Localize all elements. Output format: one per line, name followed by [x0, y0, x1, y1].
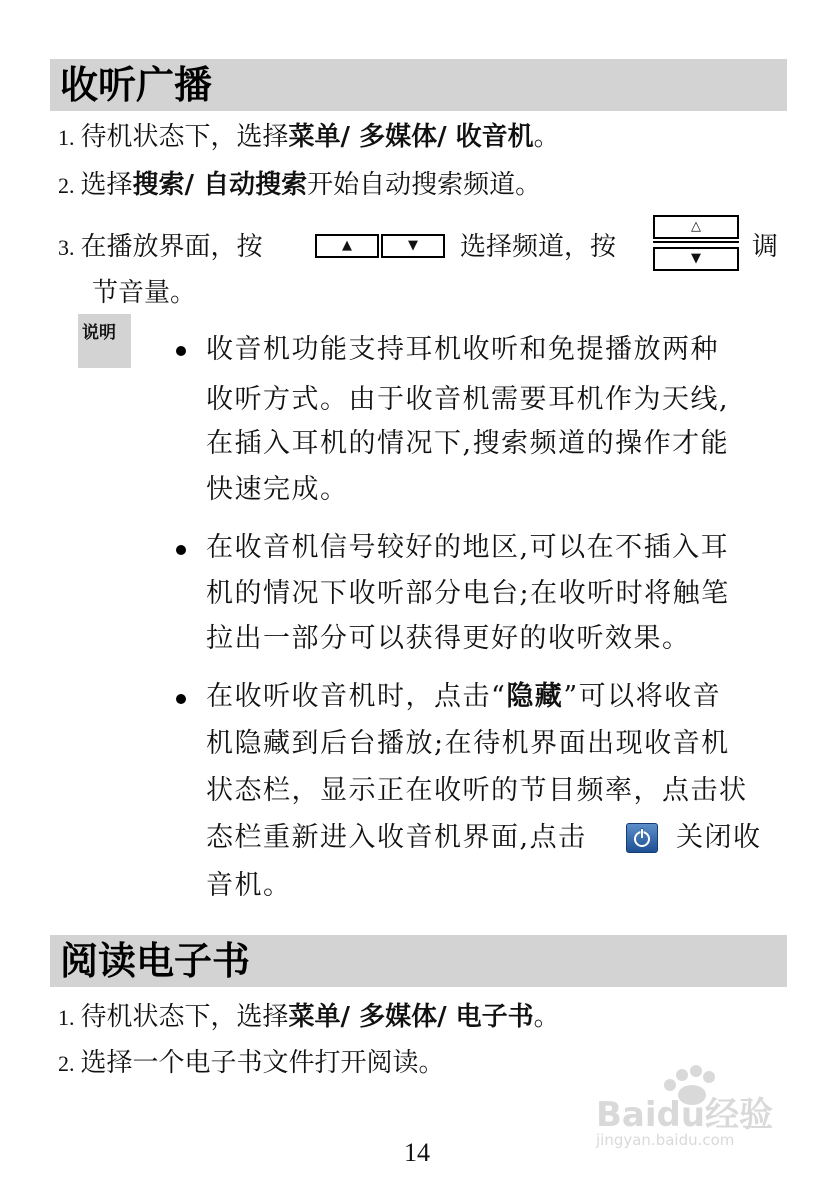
note-line: 在插入耳机的情况下,搜索频道的操作才能: [206, 428, 730, 459]
step-number: 2.: [58, 173, 75, 198]
step-3-end: 调: [752, 232, 779, 262]
step-number: 1.: [58, 125, 75, 150]
menu-path: 搜索/ 自动搜索: [132, 170, 308, 200]
note-line: 关闭收: [676, 822, 762, 853]
watermark-brand: Baidu经验: [596, 1095, 774, 1135]
watermark-url: jingyan.baidu.com: [596, 1131, 735, 1149]
note-line: 机隐藏到后台播放;在待机界面出现收音机: [206, 728, 730, 759]
volume-up-key-icon: △: [653, 215, 739, 239]
bullet-icon: [176, 694, 186, 704]
channel-up-key-icon: ▲: [315, 234, 379, 258]
section-title: 阅读电子书: [60, 939, 251, 983]
menu-path: 菜单/ 多媒体/ 电子书: [288, 1002, 534, 1032]
note-label-box: [78, 314, 131, 368]
hide-option: 隐藏: [506, 681, 564, 712]
step-3-line2: 节音量。: [92, 278, 197, 308]
step-3-continued: 选择频道，按: [460, 232, 617, 262]
volume-down-key-icon: ▼: [653, 247, 739, 271]
note-line: 态栏重新进入收音机界面,点击: [206, 822, 587, 853]
note-line: 状态栏，显示正在收听的节目频率，点击状: [206, 775, 748, 806]
step-number: 2.: [58, 1051, 75, 1076]
step-2: 2. 选择搜索/ 自动搜索开始自动搜索频道。: [58, 170, 542, 200]
note-line: 收音机功能支持耳机收听和免提播放两种: [206, 334, 719, 365]
step-1: 1. 待机状态下，选择菜单/ 多媒体/ 收音机。: [58, 122, 560, 152]
key-divider: [653, 241, 739, 243]
power-icon: [626, 823, 658, 853]
baidu-watermark-logo: [592, 1065, 792, 1155]
step-number: 1.: [58, 1005, 75, 1030]
note-line: 快速完成。: [206, 474, 349, 505]
step-2: 2. 选择一个电子书文件打开阅读。: [58, 1048, 445, 1078]
section-title: 收听广播: [60, 63, 213, 107]
step-1: 1. 待机状态下，选择菜单/ 多媒体/ 电子书。: [58, 1002, 560, 1032]
note-line: 机的情况下收听部分电台;在收听时将触笔: [206, 578, 730, 609]
bullet-icon: [176, 346, 186, 356]
menu-path: 菜单/ 多媒体/ 收音机: [288, 122, 534, 152]
step-3: 3. 在播放界面，按: [58, 232, 263, 262]
note-line: 在收听收音机时，点击“隐藏”可以将收音: [206, 681, 722, 712]
note-line: 音机。: [206, 870, 292, 901]
bullet-icon: [176, 545, 186, 555]
note-line: 在收音机信号较好的地区,可以在不插入耳: [206, 532, 730, 563]
note-line: 拉出一部分可以获得更好的收听效果。: [206, 623, 691, 654]
channel-down-key-icon: ▼: [381, 234, 445, 258]
note-label: 说明: [82, 323, 116, 343]
power-glyph-icon: [627, 824, 657, 852]
page-number: 14: [404, 1138, 430, 1167]
note-line: 收听方式。由于收音机需要耳机作为天线,: [206, 384, 730, 415]
step-number: 3.: [58, 235, 75, 260]
